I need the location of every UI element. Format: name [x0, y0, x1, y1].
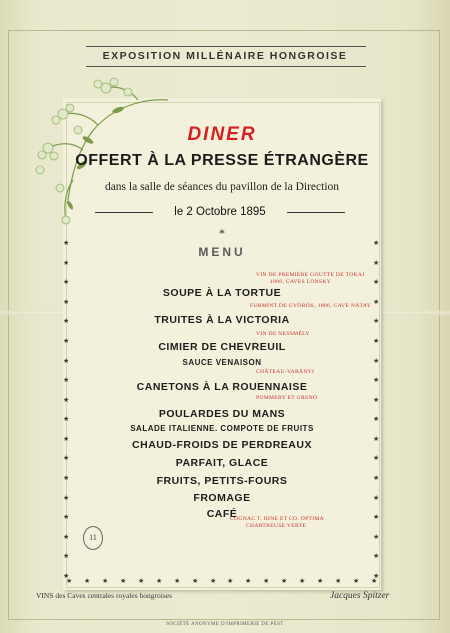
- border-star-icon: ★: [84, 577, 91, 585]
- wine-line: COGNAC T. HINE ET CO. OPTIMA: [230, 516, 325, 522]
- border-star-icon: ★: [373, 239, 380, 247]
- course-item: SAUCE VENAISON: [182, 358, 262, 367]
- border-star-icon: ★: [63, 337, 70, 345]
- border-star-icon: ★: [335, 577, 342, 585]
- course-item: CANETONS À LA ROUENNAISE: [136, 381, 308, 393]
- star-border-right: [373, 240, 381, 580]
- border-star-icon: ★: [102, 577, 109, 585]
- wine-line: VIN DE PREMIÈRE GOUTTE DE TOKAJ: [256, 272, 365, 278]
- border-star-icon: ★: [373, 396, 380, 404]
- border-star-icon: ★: [373, 552, 380, 560]
- border-star-icon: ★: [63, 435, 70, 443]
- border-star-icon: ★: [373, 454, 380, 462]
- course-item: PARFAIT, GLACE: [175, 457, 269, 469]
- wine-note: [256, 369, 314, 376]
- header-rule-top: [86, 46, 366, 47]
- star-border-bottom: [66, 578, 378, 586]
- border-star-icon: ★: [373, 572, 380, 580]
- border-star-icon: ★: [120, 577, 127, 585]
- border-star-icon: ★: [373, 474, 380, 482]
- exposition-header: EXPOSITION MILLÉNAIRE HONGROISE: [102, 50, 348, 62]
- border-star-icon: ★: [353, 577, 360, 585]
- header-rule-bottom: [86, 66, 366, 67]
- border-star-icon: ★: [373, 415, 380, 423]
- border-star-icon: ★: [63, 415, 70, 423]
- offert-heading: OFFERT À LA PRESSE ÉTRANGÈRE: [75, 152, 369, 169]
- border-star-icon: ★: [227, 577, 234, 585]
- wine-note: [256, 395, 317, 402]
- course-item: CAFÉ: [206, 508, 238, 520]
- border-star-icon: ★: [373, 513, 380, 521]
- border-star-icon: ★: [373, 533, 380, 541]
- wine-line: VIN DE NESSMÉLY: [256, 331, 310, 337]
- course-item: SALADE ITALIENNE. COMPOTE DE FRUITS: [130, 424, 314, 433]
- course-item: CHAUD-FROIDS DE PERDREAUX: [132, 439, 312, 451]
- border-star-icon: ★: [63, 278, 70, 286]
- border-star-icon: ★: [63, 298, 70, 306]
- border-star-icon: ★: [373, 259, 380, 267]
- course-item: FROMAGE: [193, 492, 251, 504]
- border-star-icon: ★: [63, 513, 70, 521]
- border-star-icon: ★: [63, 533, 70, 541]
- diner-title: DINER: [187, 124, 257, 145]
- asterisk-ornament: *: [219, 226, 225, 240]
- wine-note: [256, 331, 310, 338]
- star-border-left: [63, 240, 71, 580]
- border-star-icon: ★: [63, 454, 70, 462]
- border-star-icon: ★: [373, 317, 380, 325]
- border-star-icon: ★: [138, 577, 145, 585]
- border-star-icon: ★: [156, 577, 163, 585]
- wine-line: CHÂTEAU-VARÁNYI: [256, 369, 315, 375]
- border-star-icon: ★: [299, 577, 306, 585]
- course-item: POULARDES DU MANS: [158, 408, 286, 420]
- border-star-icon: ★: [63, 239, 70, 247]
- course-item: CIMIER DE CHEVREUIL: [158, 341, 286, 353]
- border-star-icon: ★: [373, 435, 380, 443]
- border-star-icon: ★: [373, 376, 380, 384]
- course-item: TRUITES À LA VICTORIA: [154, 314, 290, 326]
- border-star-icon: ★: [371, 577, 378, 585]
- border-star-icon: ★: [192, 577, 199, 585]
- border-star-icon: ★: [66, 577, 73, 585]
- menu-heading: MENU: [198, 245, 246, 259]
- archive-stamp: 11: [83, 526, 103, 550]
- date-row: [95, 204, 345, 220]
- border-star-icon: ★: [63, 259, 70, 267]
- border-star-icon: ★: [63, 552, 70, 560]
- border-star-icon: ★: [63, 474, 70, 482]
- wine-note: [250, 303, 371, 310]
- printer-imprint: SOCIÉTÉ ANONYME D'IMPRIMERIE DE PEST: [166, 622, 284, 627]
- wine-line: POMMERY ET GRENO: [256, 395, 318, 401]
- border-star-icon: ★: [63, 572, 70, 580]
- border-star-icon: ★: [63, 357, 70, 365]
- border-star-icon: ★: [281, 577, 288, 585]
- border-star-icon: ★: [317, 577, 324, 585]
- border-star-icon: ★: [245, 577, 252, 585]
- venue-line: dans la salle de séances du pavillon de la Direction: [104, 181, 340, 193]
- event-date: le 2 Octobre 1895: [174, 206, 266, 218]
- course-item: SOUPE À LA TORTUE: [162, 287, 282, 299]
- footer-wine-supplier: VINS des Caves centrales royales hongroises: [36, 591, 173, 600]
- border-star-icon: ★: [373, 278, 380, 286]
- border-star-icon: ★: [373, 357, 380, 365]
- wine-note: [256, 272, 365, 286]
- wine-line: CHARTREUSE VERTE: [246, 523, 307, 529]
- footer-signature: Jacques Spitzer: [330, 591, 390, 601]
- wine-line: FURMINT DE GYÖRÖK, 1886, CAVE NÁTAY: [250, 303, 372, 309]
- border-star-icon: ★: [63, 376, 70, 384]
- border-star-icon: ★: [373, 337, 380, 345]
- border-star-icon: ★: [263, 577, 270, 585]
- border-star-icon: ★: [373, 298, 380, 306]
- border-star-icon: ★: [210, 577, 217, 585]
- wine-line: 1866, CAVES LONSKY: [270, 279, 332, 285]
- border-star-icon: ★: [63, 396, 70, 404]
- border-star-icon: ★: [174, 577, 181, 585]
- wine-note: [230, 516, 324, 530]
- border-star-icon: ★: [63, 317, 70, 325]
- course-item: FRUITS, PETITS-FOURS: [156, 475, 288, 487]
- border-star-icon: ★: [63, 494, 70, 502]
- border-star-icon: ★: [373, 494, 380, 502]
